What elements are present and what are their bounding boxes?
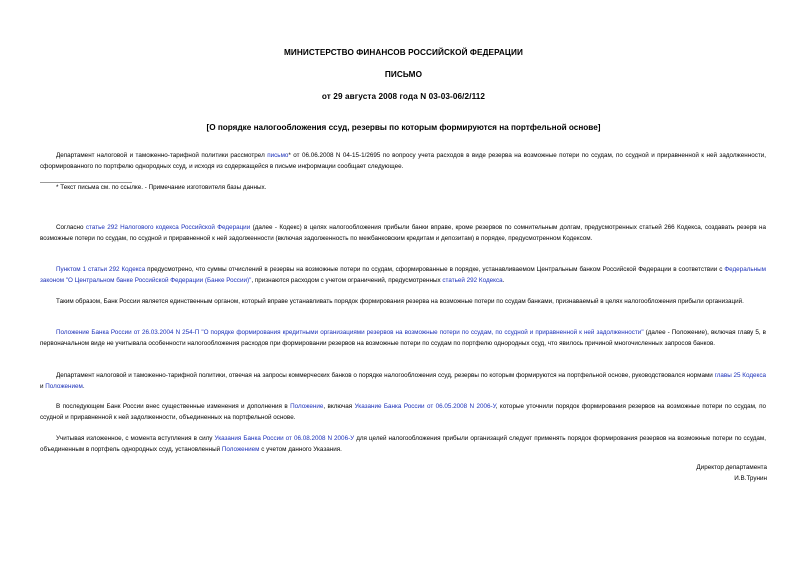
paragraph-text: .: [502, 277, 505, 284]
paragraph-text: * от 06.06.2008 N 04-15-1/2695 по вопросу учета расходов в виде резерва на возможные потери по ссудам, по ссудной и приравненной к ней задолженности, сформированного по портфелю однородных ссуд, и исходя из содержащейся в письме информации сообщает следующее.: [40, 152, 767, 170]
paragraph-5: [40, 327, 766, 349]
paragraph-text: , которые уточнили порядок формирования резервов на возможные потери по ссудам, по ссудной и приравненной к ней задолженности, объединенных на портфельной основе.: [40, 403, 766, 421]
document-date-number: от 29 августа 2008 года N 03-03-06/2/112: [321, 92, 486, 101]
ministry-heading: МИНИСТЕРСТВО ФИНАНСОВ РОССИЙСКОЙ ФЕДЕРАЦИИ: [284, 48, 523, 57]
paragraph-text: (далее - Кодекс) в целях налогообложения прибыли банки вправе, кроме резервов по сомнительным долгам, предусмотренных статьей 266 Кодекса, создавать резерв на возможные потери по ссудам, по ссудной и приравненной к ней задолженности (включая задолженность по межбанковским кредитам и депозитам) в порядке, предусмотренном Кодексом.: [40, 224, 766, 242]
footnote-divider: [40, 182, 132, 183]
clause-1-article-292-link[interactable]: Пунктом 1 статьи 292 Кодекса: [56, 266, 146, 273]
document-type: ПИСЬМО: [384, 70, 423, 79]
signature-name: И.В.Трунин: [734, 475, 767, 482]
directive-2006-u-link[interactable]: Указания Банка России от 06.08.2008 N 2006-У: [214, 435, 355, 442]
paragraph-text: .: [82, 383, 85, 390]
chapter-25-link[interactable]: главы 25 Кодекса: [714, 372, 766, 379]
paragraph-3: [40, 264, 766, 286]
article-292-link[interactable]: статье 292 Налогового кодекса Российской Федерации: [85, 224, 251, 231]
paragraph-text: Учитывая изложенное, с момента вступления в силу: [56, 435, 215, 442]
regulation-254-link[interactable]: Положение Банка России от 26.03.2004 N 254-П "О порядке формирования кредитными организациями резервов на возможные потери по ссудам, по ссудной и приравненной к ней задолженности": [56, 329, 644, 336]
directive-2006-u-link[interactable]: Указание Банка России от 06.05.2008 N 2006-У: [354, 403, 496, 410]
footnote: * Текст письма см. по ссылке. - Примечание изготовителя базы данных.: [56, 184, 267, 191]
paragraph-text: Согласно: [56, 224, 86, 231]
paragraph-text: Департамент налоговой и таможенно-тарифной политики рассмотрел: [56, 152, 268, 159]
paragraph-text: (далее - Положение), включая главу 5, в первоначальном виде не учитывала особенности налогообложения расходов при формировании резервов на возможные потери по ссудам по портфелю однородных ссуд, что явилось причиной многочисленных запросов банков.: [40, 329, 767, 347]
paragraph-text: для целей налогообложения прибыли организаций следует применять порядок формирования резервов на возможные потери по ссудам, объединенным в портфель однородных ссуд, установленный: [40, 435, 767, 453]
letter-link[interactable]: письмо: [267, 152, 289, 159]
signature-position: Директор департамента: [696, 464, 767, 471]
paragraph-text: и: [40, 383, 46, 390]
paragraph-text: , включая: [323, 403, 355, 410]
regulation-link[interactable]: Положением: [45, 383, 83, 390]
paragraph-6: [40, 370, 766, 392]
paragraph-text: с учетом данного Указания.: [259, 446, 342, 453]
paragraph-4: Таким образом, Банк России является единственным органом, который вправе устанавливать порядок формирования резерва на возможные потери по ссудам банками, признаваемый в целях налогообложения прибыли организаций.: [56, 298, 744, 305]
paragraph-text: В последующем Банк России внес существенные изменения и дополнения в: [56, 403, 291, 410]
regulation-link[interactable]: Положением: [221, 446, 260, 453]
document-title: [О порядке налогообложения ссуд, резервы по которым формируются на портфельной основе]: [206, 123, 601, 132]
paragraph-8: [40, 433, 766, 455]
paragraph-7: [40, 401, 766, 423]
paragraph-2: [40, 222, 766, 244]
paragraph-text: Департамент налоговой и таможенно-тарифной политики, отвечая на запросы коммерческих банков о порядке налогообложения ссуд, резервы по которым формируются на портфельной основе, руководствовался нормами: [56, 372, 715, 379]
paragraph-1: [40, 150, 766, 172]
paragraph-text: , признаются расходом с учетом ограничений, предусмотренных: [251, 277, 443, 284]
central-bank-law-link[interactable]: Федеральным законом "О Центральном банке Российской Федерации (Банке России)": [40, 266, 766, 284]
regulation-link[interactable]: Положение: [290, 403, 324, 410]
article-292-code-link[interactable]: статьей 292 Кодекса: [442, 277, 503, 284]
paragraph-text: предусмотрено, что суммы отчислений в резервы на возможные потери по ссудам, сформированные в порядке, устанавливаемом Центральным банком Российской Федерации в соответствии с: [145, 266, 725, 273]
